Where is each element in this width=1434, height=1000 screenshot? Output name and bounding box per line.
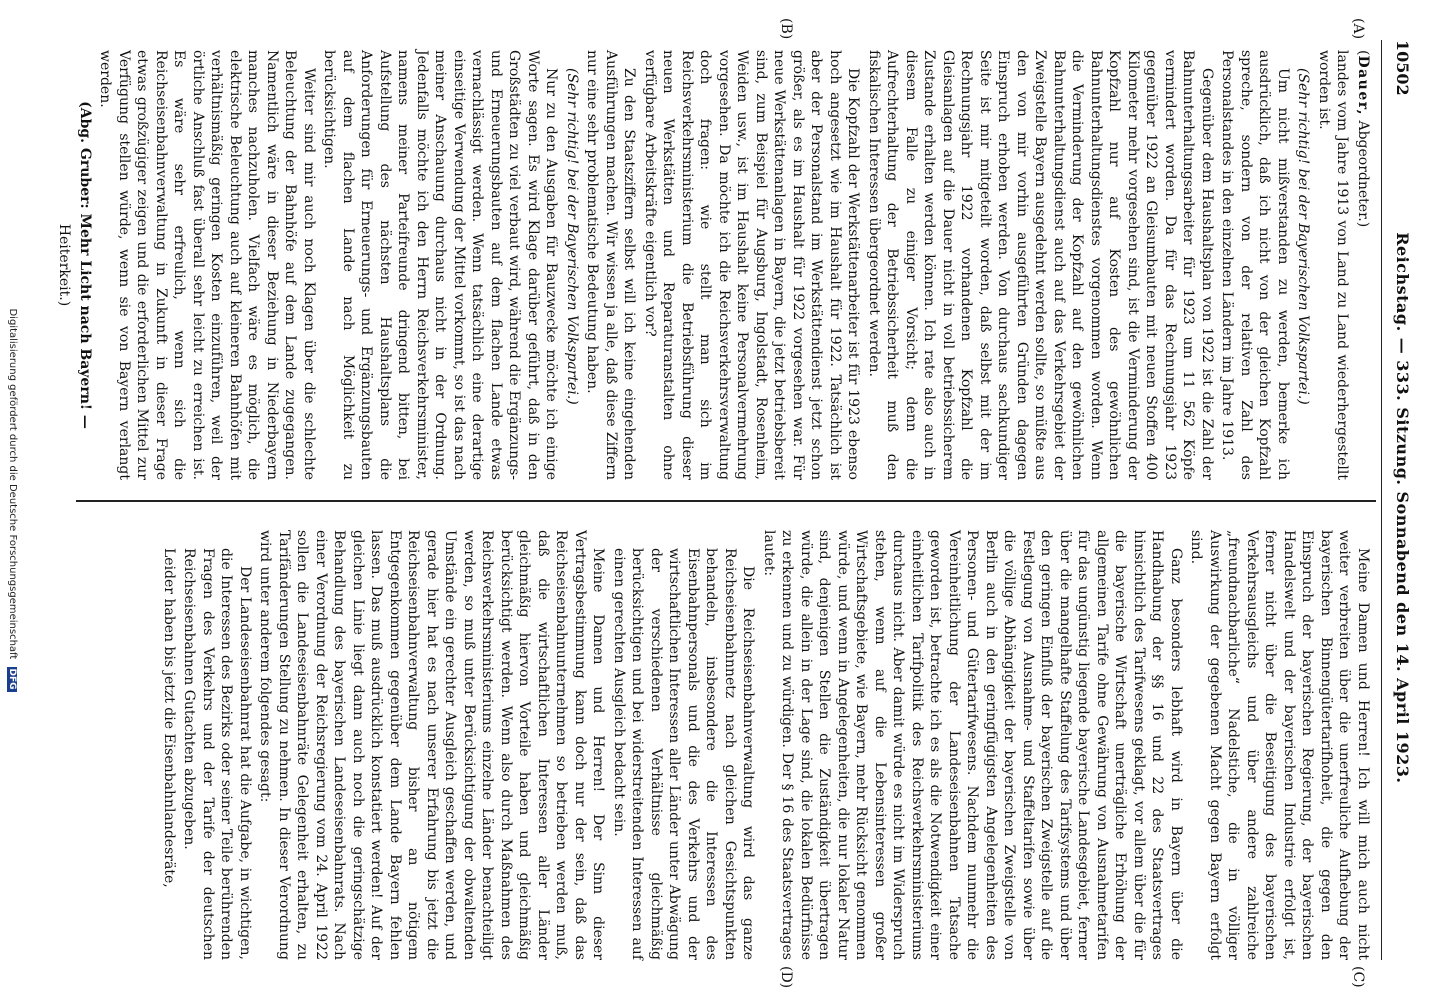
paragraph: Nur zu den Ausgaben für Bauzwecke möchte ich einige Worte sagen. Es wird Klage darüber geführt, daß in den Großstädten zu viel verbaut wird, während die Ergänzungs- und Erneuerungsbauten auf dem flachen Lande etwas vernachlässigt werden. Wenn tatsächlich eine derartige einseitige Verwendung der Mittel vorkommt, so ist das nach meiner Anschauung durchaus nicht in der Ordnung. Jedenfalls möchte ich den Herrn Reichsverkehrsminister, namens meiner Parteifreunde dringend bitten, bei Aufstellung des nächsten Haushaltsplans die Anforderungen für Erneuerungs- und Ergänzungsbauten auf dem flachen Lande nach Möglichkeit zu berücksichtigen.	[321, 50, 560, 480]
paragraph: Die Kopfzahl der Werkstättenarbeiter ist für 1923 ebenso hoch angesetzt wie im Haushalt für 1922. Tatsächlich ist aber der Personalstand im Werkstättendienst jetzt schon größer, als es im Haushalt für 1922 vorgesehen war. Für neue Werkstättenanlagen in Bayern, die jetzt betriebsbereit sind, zum Beispiel für Augsburg, Ingolstadt, Rosenheim, Weiden usw., ist im Haushalt keine Personalvermehrung vorgesehen. Da möchte ich die Reichsverkehrsverwaltung doch fragen: wie stellt man sich im Reichsverkehrsministerium die Betriebsführung dieser neuen Werkstätten und Reparaturanstalten ohne verfügbare Arbeitskräfte eigentlich vor?	[642, 50, 862, 480]
block-quote: Der Landeseisenbahnrat hat die Aufgabe, in wichtigen, die Interessen des Bezirks oder seiner Teile berührenden Fragen des Verkehrs und der Tarife der deutschen Reichseisenbahnen Gutachten abzugeben.	[181, 548, 253, 960]
running-title: Reichstag. — 333. Sitzung. Sonnabend den 14. April 1923.	[1393, 232, 1412, 784]
margin-letter-c: (C)	[1350, 966, 1366, 988]
margin-letter-a: (A)	[1350, 18, 1366, 40]
paragraph: Weiter sind mir auch noch Klagen über die schlechte Beleuchtung der Bahnhöfe auf dem Lande zugegangen. Namentlich wäre in dieser Beziehung in Niederbayern manches nachzuholen. Vielfach wäre es möglich, die elektrische Beleuchtung auch auf kleineren Bahnhöfen mit verhältnismäßig geringen Kosten einzuführen, weil der örtliche Anschluß fast überall sehr leicht zu erreichen ist. Es wäre sehr erfreulich, wenn sich die Reichseisenbahnverwaltung in Zukunft in dieser Frage etwas großzügiger zeigen und die erforderlichen Mittel zur Verfügung stellen würde, wenn sie von Bayern verlangt werden.	[97, 50, 317, 480]
digitization-credit	[4, 0, 18, 1000]
paragraph: landes vom Jahre 1913 von Land zu Land wiederhergestellt worden ist.	[1316, 50, 1351, 480]
paragraph: Um nicht mißverstanden zu werden, bemerke ich ausdrücklich, daß ich nicht von der gleichen Kopfzahl spreche, sondern von der relativen Zahl des Personalstandes in den einzelnen Ländern im Jahre 1913.	[1219, 50, 1291, 480]
paragraph: Gegenüber dem Haushaltsplan von 1922 ist die Zahl der Bahnunterhaltungsarbeiter für 1923 um 11 562 Köpfe vermindert worden. Da für das Rechnungsjahr 1923 gegenüber 1922 an Gleisumbauten mit neuen Stoffen 400 Kilometer mehr vorgesehen sind, ist die Verminderung der Kopfzahl nur auf Kosten des gewöhnlichen Bahnunterhaltungsdienstes vorgenommen worden. Wenn die Verminderung der Kopfzahl auf den gewöhnlichen Bahnunterhaltungsdienst auch auf das Verkehrsgebiet der Zweigstelle Bayern ausgedehnt werden sollte, so müßte aus den von mir vorhin ausgeführten Gründen dagegen Einspruch erhoben werden. Von durchaus sachkundiger Seite ist mir mitgeteilt worden, daß selbst mit der im Rechnungsjahr 1922 vorhandenen Kopfzahl die Gleisanlagen auf die Dauer nicht in voll betriebssicherem Zustande erhalten werden können. Ich rate also auch in diesem Falle zu einiger Vorsicht; denn die Aufrechterhaltung der Betriebssicherheit muß den fiskalischen Interessen übergeordnet werden.	[866, 50, 1215, 480]
block-quote: Die Reichseisenbahnverwaltung wird das ganze Reichseisenbahnnetz nach gleichen Gesichtspunkten behandeln, insbesondere die Interessen des Eisenbahnpersonals und die des Verkehrs und der wirtschaftlichen Interessen aller Länder unter Abwägung der verschiedenen Verhältnisse gleichmäßig berücksichtigen und bei widerstreitenden Interessen auf einen gerechten Ausgleich bedacht sein.	[611, 548, 757, 960]
paragraph: Meine Damen und Herren! Ich will mich auch nicht weiter verbreiten über die unerfreuliche Aufhebung der bayerischen Binnengütertarifhoheit, die gegen den Einspruch der bayerischen Regierung, der bayerischen Handelswelt und der bayerischen Industrie erfolgt ist, ferner nicht über die Beseitigung des bayerischen Verkehrsausgleichs und über andere zahlreiche „freundnachbarliche“ Nadelstiche, die in völliger Auswirkung der gegebenen Macht gegen Bayern erfolgt sind.	[1188, 530, 1371, 960]
paragraph: Meine Damen und Herren! Der Sinn dieser Vertragsbestimmung kann doch nur der sein, daß das Reichseisenbahnunternehmen so betrieben werden muß, daß die wirtschaftlichen Interessen aller Länder gleichmäßig hiervon Vorteile haben und gleichmäßig berücksichtigt werden. Wenn also durch Maßnahmen des Reichsverkehrsministeriums einzelne Länder benachteiligt werden, so muß unter Berücksichtigung der obwaltenden Umstände ein gerechter Ausgleich geschaffen werden, und gerade hier hat es nach unserer Erfahrung bis jetzt die Reichseisenbahnverwaltung bisher an nötigem Entgegenkommen gegenüber dem Lande Bayern fehlen lassen. Das muß ausdrücklich konstatiert werden! Auf der gleichen Linie liegt dann auch noch die geringschätzige Behandlung des bayerischen Landeseisenbahnrats. Nach einer Verordnung der Reichsregierung vom 24. April 1922 sollen die Landeseisenbahnräte Gelegenheit erhalten, zu Tarifänderungen Stellung zu nehmen. In dieser Verordnung wird unter anderem folgendes gesagt:	[257, 530, 607, 960]
margin-letter-b: (B)	[778, 18, 794, 40]
paragraph: Leider haben bis jetzt die Eisenbahnlandesräte,	[161, 548, 177, 888]
margin-letter-d: (D)	[778, 966, 794, 989]
speaker-role: Abgeordneter.	[1355, 120, 1371, 222]
closing-reaction: Heiterkeit.)	[56, 223, 73, 307]
paragraph: Zu den Staatsziffern selbst will ich keine eingehenden Ausführungen machen. Wir wissen ja alle, daß diese Ziffern nur eine sehr problematische Bedeutung haben.	[584, 50, 638, 480]
paragraph: Ganz besonders lebhaft wird in Bayern über die Handhabung der §§ 16 und 22 des Staatsvertrages hinsichtlich des Tarifwesens geklagt, vor allem über die für die bayerische Wirtschaft unerträgliche Erhöhung der allgemeinen Tarife ohne Gewährung von Ausnahmetarifen für das ungünstig liegende bayerische Landesgebiet, ferner über die mangelhafte Staffelung des Tarifsystems und über den geringen Einfluß der bayerischen Zweigstelle auf die Festlegung von Ausnahme- und Staffeltarifen sowie über die völlige Abhängigkeit der bayerischen Zweigstelle von Berlin auch in den geringfügigsten Angelegenheiten des Personen- und Gütertarifwesens. Nachdem nunmehr die Vereinheitlichung der Landeseisenbahnen Tatsache geworden ist, betrachte ich es als die Notwendigkeit einer einheitlichen Tarifpolitik des Reichsverkehrsministeriums durchaus nicht. Aber damit würde es nicht im Widerspruch stehen, wenn auf die Lebensinteressen großer Wirtschaftsgebiete, wie Bayern, mehr Rücksicht genommen würde, und wenn in Angelegenheiten, die nur lokaler Natur sind, denjenigen Stellen die Zuständigkeit übertragen würde, die allein in der Lage sind, die lokalen Bedürfnisse zu erkennen und zu würdigen. Der § 16 des Staatsvertrages lautet:	[761, 530, 1184, 960]
speaker-name: Dauer,	[1355, 55, 1371, 116]
speaker-line: (Dauer, Abgeordneter.)	[1355, 50, 1371, 228]
column-divider	[76, 500, 1376, 502]
interjection: (Sehr richtig! bei der Bayerischen Volkspartei.)	[1295, 68, 1312, 405]
page-header	[1388, 40, 1412, 960]
dfg-logo: DFG	[7, 668, 17, 690]
right-column	[158, 530, 1373, 960]
credit-text: Digitalisierung gefördert durch die Deutsche Forschungsgemeinschaft	[7, 308, 18, 660]
page-number: 10502	[1393, 40, 1412, 96]
left-column	[53, 50, 1372, 480]
closing-interjection: (Abg. Gruber: Mehr Licht nach Bayern! —	[77, 101, 93, 429]
header-rule	[1381, 40, 1382, 960]
interjection: (Sehr richtig! bei der Bayerischen Volkspartei.)	[564, 68, 580, 405]
